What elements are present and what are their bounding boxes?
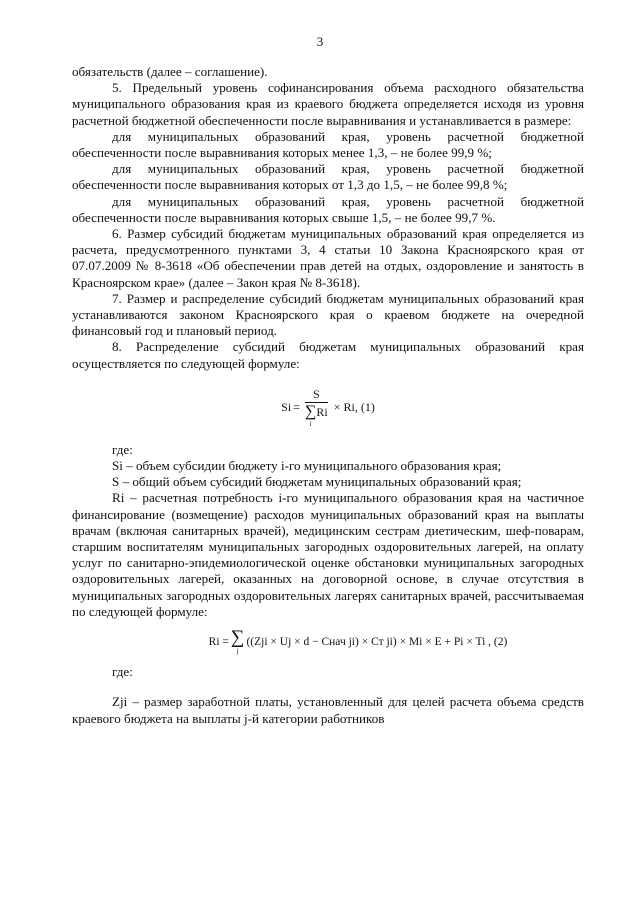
formula-1 [72, 372, 584, 442]
spacer [72, 680, 584, 694]
sum-sign: ∑ [230, 627, 245, 649]
definition-ri: Ri – расчетная потребность i-го муниципального образования края на частичное финансирование (возмещение) расходов муниципальных образований края на выплаты врачам (включая санитарных врачей), медицинским сестрам диетическим, шеф-поварам, старшим воспитателям муниципальных загородных оздоровительных лагерей, на оплату услуг по санитарно-эпидемиологической оценке обстановки муниципальных загородных оздоровительных лагерей, оказанных на договорной основе, в случае отсутствия в муниципальных загородных оздоровительных лагерях санитарных врачей, рассчитываемая по следующей формуле: [72, 490, 584, 619]
formula-2-lhs: Ri = [208, 635, 229, 648]
sum-symbol [305, 404, 316, 428]
paragraph-5-level-3: для муниципальных образований края, уровень расчетной бюджетной обеспеченности после выравнивания которых свыше 1,5, – не более 99,7 %. [72, 193, 584, 225]
definition-s: S – общий объем субсидий бюджетам муниципальных образований края; [112, 474, 522, 490]
paragraph-7: 7. Размер и распределение субсидий бюджетам муниципальных образований края устанавливаются законом Красноярского края о краевом бюджете на очередной финансовый год и плановый период. [72, 290, 584, 339]
sum-sign: ∑ [304, 402, 317, 420]
paragraph-agreement-tail: обязательств (далее – соглашение). [72, 64, 268, 79]
formula-1-factor: Ri [343, 399, 355, 414]
sum-index: j [236, 647, 239, 656]
paragraph-5-level-1: для муниципальных образований края, уровень расчетной бюджетной обеспеченности после выравнивания которых менее 1,3, – не более 99,9 %; [72, 128, 584, 161]
formula-1-equals: = [293, 399, 300, 414]
sum-index: i [309, 419, 312, 428]
formula-1-denominator [305, 403, 328, 428]
paragraph-5: 5. Предельный уровень софинансирования объема расходного обязательства муниципального образования края из краевого бюджета определяется исходя из уровня расчетной бюджетной обеспеченности после выравнивания и устанавливается в размере: [72, 80, 584, 128]
formula-1-denominator-term: Ri [316, 404, 328, 419]
formula-2 [132, 620, 584, 664]
where-label-1: где: [112, 441, 133, 457]
document-body [72, 64, 584, 727]
formula-1-lhs: Si [281, 399, 292, 414]
paragraph-5-level-2: для муниципальных образований края, уровень расчетной бюджетной обеспеченности после выравнивания которых от 1,3 до 1,5, – не более 99,8 %; [72, 161, 584, 193]
paragraph-6: 6. Размер субсидий бюджетам муниципальных образований края определяется из расчета, предусмотренного пунктами 3, 4 статьи 10 Закона Красноярского края от 07.07.2009 № 8-3618 «Об обеспечении прав детей на отдых, оздоровление и занятость в Красноярском крае» (далее – Закон края № 8-3618). [72, 226, 584, 290]
formula-1-times: × [333, 399, 341, 414]
formula-1-label: , (1) [354, 399, 375, 414]
formula-1-fraction [305, 386, 328, 428]
paragraph-8: 8. Распределение субсидий бюджетам муниципальных образований края осуществляется по следующей формуле: [72, 339, 584, 371]
formula-2-body: ((Zji × Uj × d − Снач ji) × Ст ji) × Mi × E + Pi × Ti , (2) [246, 635, 508, 648]
where-label-2: где: [112, 664, 133, 680]
page-number: 3 [316, 34, 324, 49]
formula-1-numerator: S [312, 386, 320, 401]
definition-zji: Zji – размер заработной платы, установленный для целей расчета объема средств краевого бюджета на выплаты j-й категории работников [72, 694, 584, 726]
sum-symbol [231, 629, 245, 655]
definition-si: Si – объем субсидии бюджету i-го муниципального образования края; [112, 458, 502, 474]
